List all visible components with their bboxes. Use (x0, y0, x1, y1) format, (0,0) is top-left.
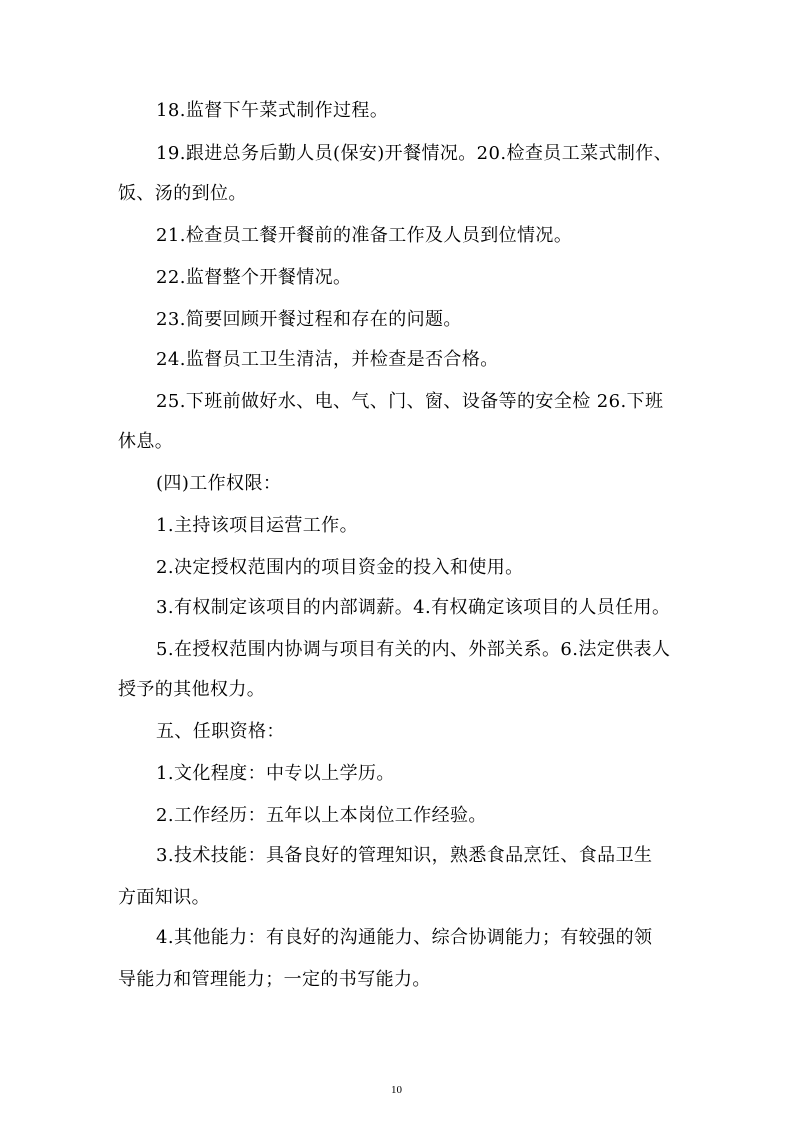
paragraph-line: 24.监督员工卫生清洁，并检查是否合格。 (156, 349, 499, 370)
paragraph-line: 3.技术技能：具备良好的管理知识，熟悉食品烹饪、食品卫生 (156, 845, 653, 866)
paragraph-line: 1.文化程度：中专以上学历。 (156, 763, 395, 784)
paragraph-line: 饭、汤的到位。 (118, 183, 247, 204)
section-heading: (四)工作权限： (156, 473, 282, 494)
paragraph-line: 19.跟进总务后勤人员(保安)开餐情况。20.检查员工菜式制作、 (156, 143, 673, 164)
paragraph-line: 22.监督整个开餐情况。 (156, 267, 352, 288)
paragraph-line: 4.其他能力：有良好的沟通能力、综合协调能力；有较强的领 (156, 927, 653, 948)
paragraph-line: 21.检查员工餐开餐前的准备工作及人员到位情况。 (156, 225, 573, 246)
paragraph-line: 5.在授权范围内协调与项目有关的内、外部关系。6.法定供表人 (156, 639, 671, 660)
paragraph-line: 休息。 (118, 431, 174, 452)
paragraph-line: 2.工作经历：五年以上本岗位工作经验。 (156, 805, 487, 826)
paragraph-line: 3.有权制定该项目的内部调薪。4.有权确定该项目的人员任用。 (156, 597, 671, 618)
paragraph-line: 2.决定授权范围内的项目资金的投入和使用。 (156, 557, 524, 578)
paragraph-line: 方面知识。 (118, 887, 210, 908)
paragraph-line: 1.主持该项目运营工作。 (156, 515, 358, 536)
paragraph-line: 授予的其他权力。 (118, 679, 266, 700)
page-number: 10 (391, 1084, 402, 1096)
paragraph-line: 23.简要回顾开餐过程和存在的问题。 (156, 309, 462, 330)
paragraph-line: 25.下班前做好水、电、气、门、窗、设备等的安全检 26.下班 (156, 391, 664, 412)
paragraph-line: 导能力和管理能力；一定的书写能力。 (118, 969, 431, 990)
paragraph-line: 18.监督下午菜式制作过程。 (156, 100, 389, 121)
section-heading: 五、任职资格： (156, 721, 285, 742)
